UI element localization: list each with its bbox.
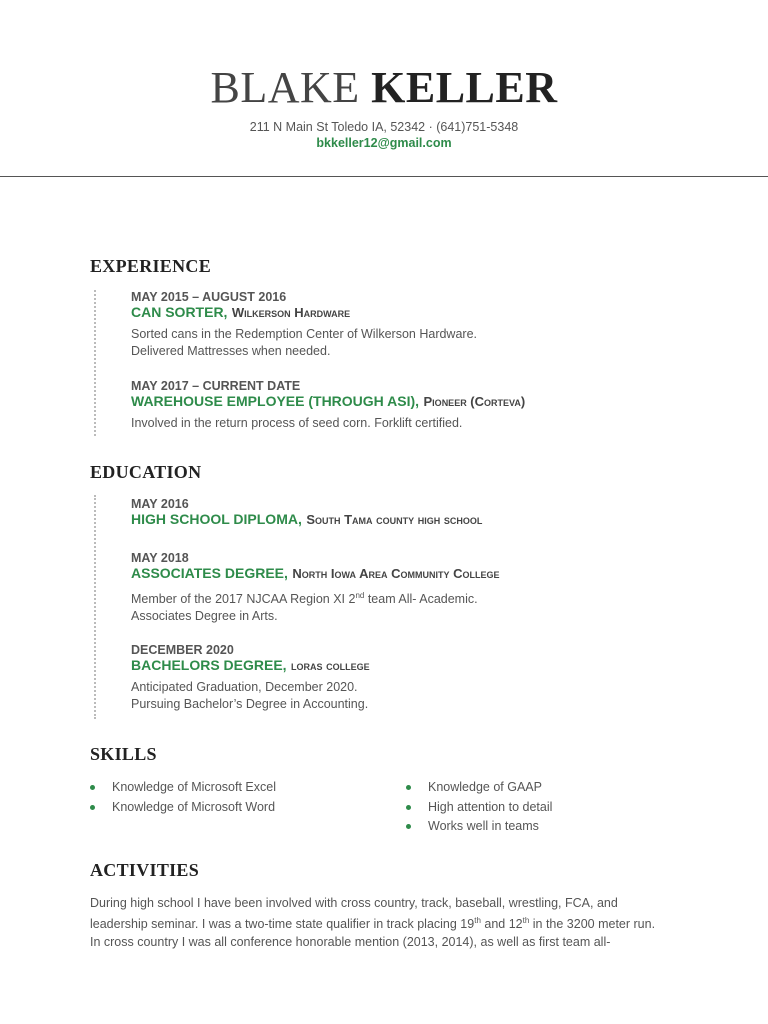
last-name: KELLER bbox=[371, 63, 558, 112]
skill-item: Knowledge of Microsoft Excel bbox=[90, 780, 276, 800]
skill-item: Knowledge of Microsoft Word bbox=[90, 800, 276, 820]
paragraph-line: leadership seminar. I was a two-time state qualifier in track placing 19th and 12th in the 3200 meter run. bbox=[90, 916, 656, 932]
experience-timeline bbox=[94, 290, 96, 436]
desc-line: Sorted cans in the Redemption Center of Wilkerson Hardware. bbox=[131, 327, 477, 341]
header-divider bbox=[0, 176, 768, 177]
entry-role: WAREHOUSE EMPLOYEE (THROUGH ASI), bbox=[131, 393, 420, 409]
education-entry bbox=[131, 551, 691, 625]
entry-role: CAN SORTER, bbox=[131, 304, 228, 320]
skills-right-column bbox=[406, 780, 552, 839]
skills-left-column bbox=[90, 780, 276, 819]
education-entry bbox=[131, 497, 691, 529]
desc-line: Delivered Mattresses when needed. bbox=[131, 344, 331, 358]
education-heading: EDUCATION bbox=[90, 462, 202, 482]
entry-description bbox=[131, 415, 691, 432]
entry-org: North Iowa Area Community College bbox=[292, 566, 500, 581]
activities-heading: ACTIVITIES bbox=[90, 860, 200, 880]
experience-entry bbox=[131, 290, 691, 360]
skill-item: Knowledge of GAAP bbox=[406, 780, 552, 800]
bullet-icon bbox=[406, 785, 411, 790]
entry-org: loras college bbox=[291, 658, 370, 673]
desc-line: Involved in the return process of seed corn. Forklift certified. bbox=[131, 416, 463, 430]
contact-line: 211 N Main St Toledo IA, 52342 · (641)751-5348 bbox=[249, 120, 519, 134]
paragraph-line: During high school I have been involved with cross country, track, baseball, wrestling, FCA, and bbox=[90, 896, 618, 910]
bullet-icon bbox=[90, 805, 95, 810]
desc-line: Associates Degree in Arts. bbox=[131, 609, 278, 624]
skills-heading: SKILLS bbox=[90, 744, 157, 764]
entry-role: HIGH SCHOOL DIPLOMA, bbox=[131, 511, 302, 527]
entry-date: MAY 2017 – CURRENT DATE bbox=[131, 379, 301, 393]
entry-role: ASSOCIATES DEGREE, bbox=[131, 565, 288, 581]
entry-org: South Tama county high school bbox=[306, 512, 483, 527]
desc-line: Member of the 2017 NJCAA Region XI 2nd team All- Academic. bbox=[131, 591, 478, 607]
experience-heading: EXPERIENCE bbox=[90, 256, 212, 276]
activities-paragraph bbox=[90, 894, 680, 951]
entry-role: BACHELORS DEGREE, bbox=[131, 657, 287, 673]
bullet-icon bbox=[406, 824, 411, 829]
email-link[interactable]: bkkeller12@gmail.com bbox=[316, 136, 452, 150]
entry-org: Wilkerson Hardware bbox=[231, 305, 351, 320]
desc-line: Pursuing Bachelor’s Degree in Accounting. bbox=[131, 697, 369, 711]
entry-date: MAY 2015 – AUGUST 2016 bbox=[131, 290, 287, 304]
candidate-name bbox=[0, 62, 768, 114]
experience-entry bbox=[131, 379, 691, 432]
resume-header bbox=[0, 0, 768, 150]
paragraph-line: In cross country I was all conference honorable mention (2013, 2014), as well as first team all- bbox=[90, 935, 611, 950]
education-entry bbox=[131, 643, 691, 713]
bullet-icon bbox=[90, 785, 95, 790]
desc-line: Anticipated Graduation, December 2020. bbox=[131, 680, 358, 694]
entry-description bbox=[131, 679, 691, 713]
skill-item: Works well in teams bbox=[406, 819, 552, 839]
bullet-icon bbox=[406, 805, 411, 810]
entry-date: DECEMBER 2020 bbox=[131, 643, 234, 657]
skill-item: High attention to detail bbox=[406, 800, 552, 820]
entry-date: MAY 2016 bbox=[131, 497, 189, 511]
entry-description bbox=[131, 587, 691, 625]
entry-org: Pioneer (Corteva) bbox=[423, 394, 526, 409]
first-name: BLAKE bbox=[210, 63, 360, 112]
entry-description bbox=[131, 326, 691, 360]
entry-date: MAY 2018 bbox=[131, 551, 189, 565]
education-timeline bbox=[94, 495, 96, 719]
